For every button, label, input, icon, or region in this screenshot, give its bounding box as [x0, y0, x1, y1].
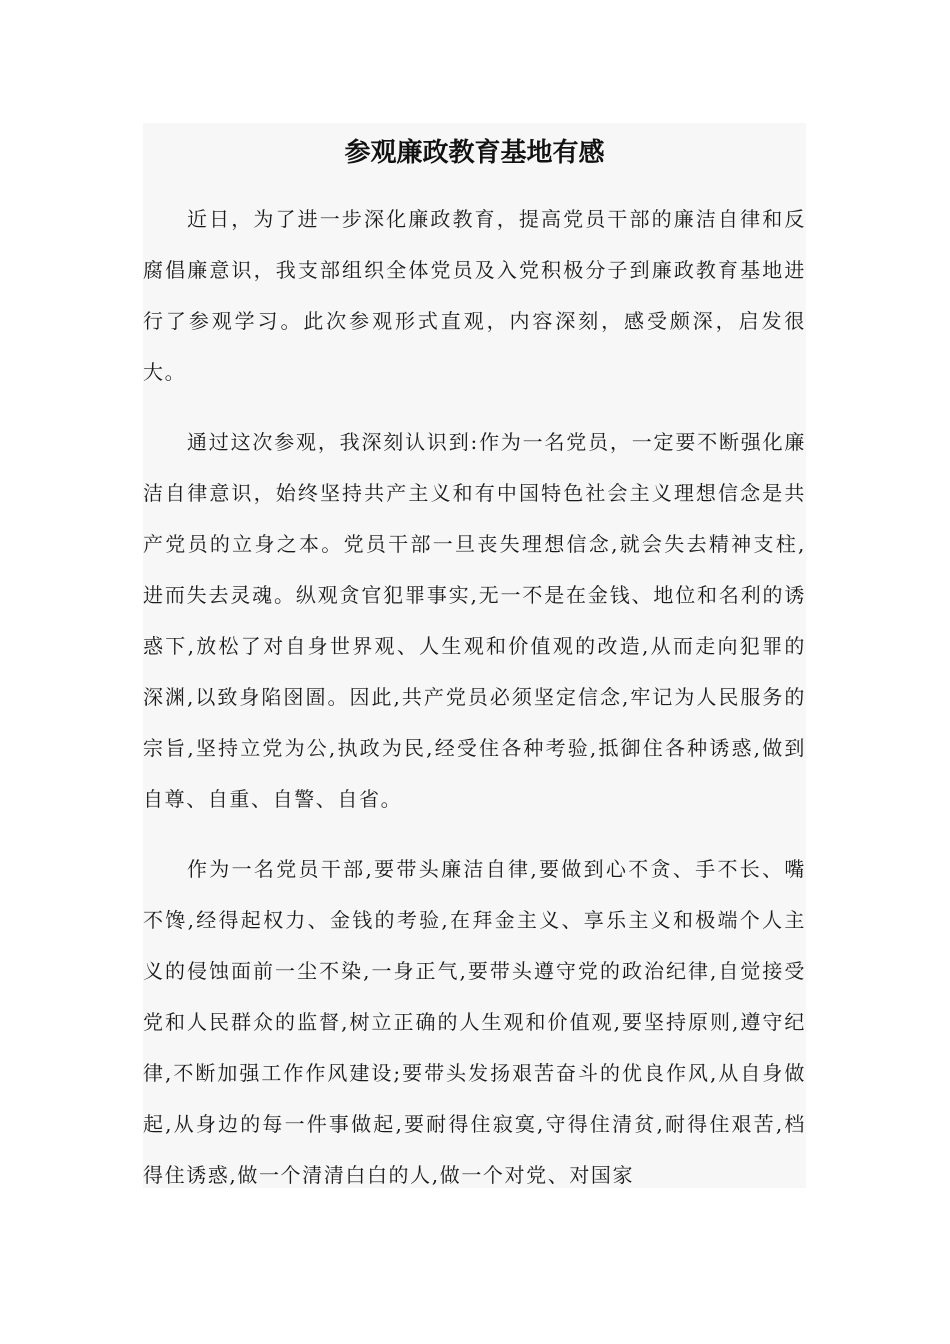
- paragraph-reflection: 通过这次参观，我深刻认识到:作为一名党员，一定要不断强化廉洁自律意识，始终坚持共产主义和有中国特色社会主义理想信念是共产党员的立身之本。党员干部一旦丧失理想信念,就会失去精神支柱,进而失去灵魂。纵观贪官犯罪事实,无一不是在金钱、地位和名利的诱惑下,放松了对自身世界观、人生观和价值观的改造,从而走向犯罪的深渊,以致身陷囹圄。因此,共产党员必须坚定信念,牢记为人民服务的宗旨,坚持立党为公,执政为民,经受住各种考验,抵御住各种诱惑,做到自尊、自重、自警、自省。: [143, 430, 806, 811]
- document-title: 参观廉政教育基地有感: [344, 138, 605, 168]
- document-body: [143, 123, 806, 1188]
- paragraph-intro: 近日，为了进一步深化廉政教育，提高党员干部的廉洁自律和反腐倡廉意识，我支部组织全体党员及入党积极分子到廉政教育基地进行了参观学习。此次参观形式直观，内容深刻，感受颇深，启发很大。: [143, 207, 806, 384]
- paragraph-commitment: 作为一名党员干部,要带头廉洁自律,要做到心不贪、手不长、嘴不馋,经得起权力、金钱的考验,在拜金主义、享乐主义和极端个人主义的侵蚀面前一尘不染,一身正气,要带头遵守党的政治纪律,自觉接受党和人民群众的监督,树立正确的人生观和价值观,要坚持原则,遵守纪律,不断加强工作作风建设;要带头发扬艰苦奋斗的优良作风,从自身做起,从身边的每一件事做起,要耐得住寂寞,守得住清贫,耐得住艰苦,档得住诱惑,做一个清清白白的人,做一个对党、对国家: [143, 857, 806, 1187]
